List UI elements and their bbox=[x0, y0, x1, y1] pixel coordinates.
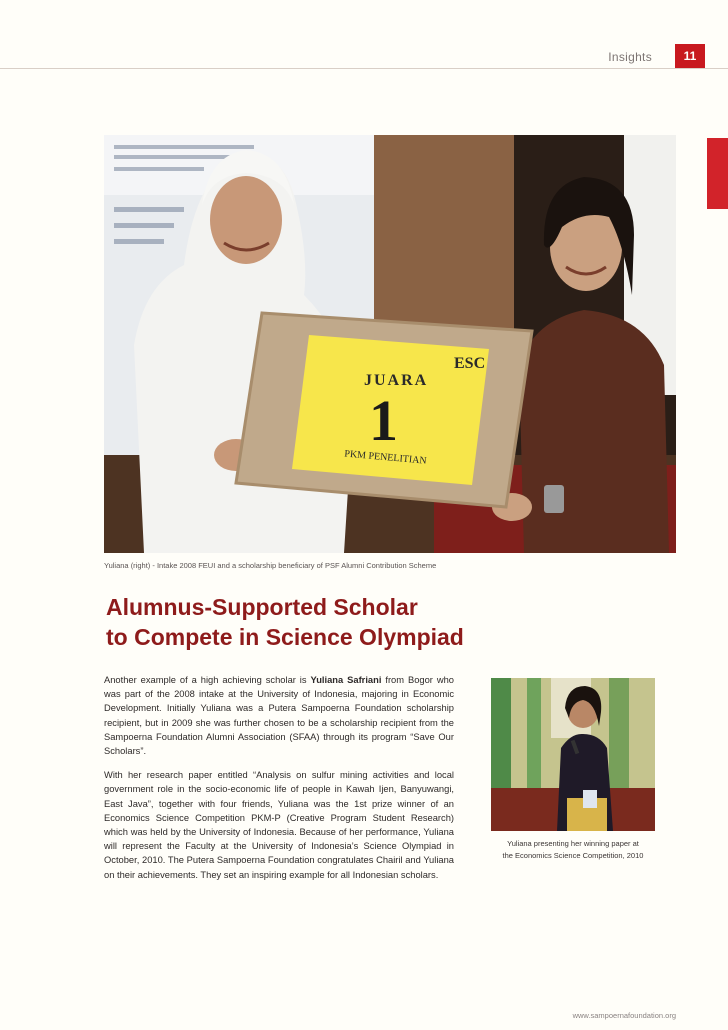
paragraph-1-rest: from Bogor who was part of the 2008 intake at the University of Indonesia, majoring in Economic Development. Initially Yuliana was a Putera Sampoerna Foundation scholarship recipient, but in 2009 she was further chosen to be a scholarship recipient from the Sampoerna Foundation Alumni Association (SFAA) through its program “Save Our Scholars”. bbox=[104, 675, 454, 757]
header-rule bbox=[0, 68, 728, 69]
side-caption-line-1: Yuliana presenting her winning paper at bbox=[507, 839, 639, 848]
paragraph-1-intro: Another example of a high achieving scholar is bbox=[104, 675, 311, 685]
board-logo: ESC bbox=[454, 355, 486, 372]
scholar-name: Yuliana Safriani bbox=[310, 675, 382, 685]
article-title-line-2: to Compete in Science Olympiad bbox=[106, 624, 464, 650]
board-title: JUARA bbox=[364, 372, 429, 389]
section-label: Insights bbox=[608, 50, 652, 64]
main-photo bbox=[104, 135, 676, 553]
main-photo-caption: Yuliana (right) - Intake 2008 FEUI and a scholarship beneficiary of PSF Alumni Contribution Scheme bbox=[104, 561, 437, 570]
page-number: 11 bbox=[675, 44, 705, 68]
side-caption-line-2: the Economics Science Competition, 2010 bbox=[502, 851, 644, 860]
article-body bbox=[104, 673, 454, 892]
footer-url: www.sampoernafoundation.org bbox=[572, 1011, 676, 1020]
article-paragraph-2: With her research paper entitled “Analysis on sulfur mining activities and local government role in the socio-economic life of people in Kawah Ijen, Banyuwangi, East Java”, together with four friends, Yuliana was the 1st prize winner of an Economics Science Competition PKM-P (Creative Program Student Research) which was held by the University of Indonesia. Because of her performance, Yuliana will represent the Faculty at the University of Indonesia’s Science Olympiad in October, 2010. The Putera Sampoerna Foundation congratulates Chairil and Yuliana on their achievements. They set an inspiring example for all Indonesian scholars. bbox=[104, 770, 454, 880]
board-subtitle: PKM PENELITIAN bbox=[343, 448, 428, 467]
board-rank: 1 bbox=[369, 388, 398, 453]
article-title-line-1: Alumnus-Supported Scholar bbox=[106, 594, 418, 620]
side-photo-caption bbox=[491, 838, 655, 862]
article-paragraph-1 bbox=[104, 673, 454, 758]
side-tab-marker bbox=[707, 138, 728, 209]
side-photo bbox=[491, 678, 655, 831]
article-title bbox=[106, 592, 526, 652]
